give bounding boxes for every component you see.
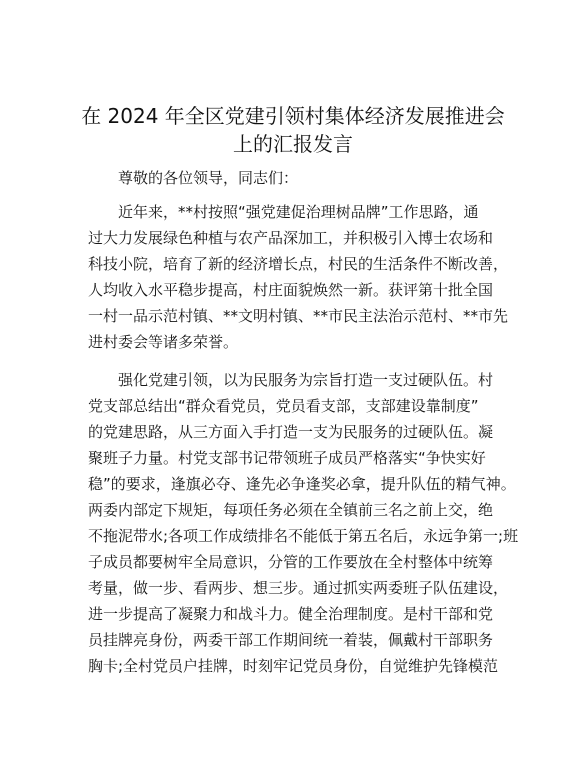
paragraph-2-line: 不拖泥带水;各项工作成绩排名不能低于第五名后，永远争第一;班 <box>88 527 519 545</box>
paragraph-2-line: 员挂牌亮身份，两委干部工作期间统一着装，佩戴村干部职务 <box>88 631 494 649</box>
paragraph-2-line: 胸卡;全村党员户挂牌，时刻牢记党员身份，自觉维护先锋模范 <box>88 657 499 675</box>
document-title-line-1: 在 2024 年全区党建引领村集体经济发展推进会 <box>81 104 505 128</box>
paragraph-2-line: 两委内部定下规矩，每项任务必须在全镇前三名之前上交，绝 <box>88 501 494 519</box>
paragraph-1-line: 过大力发展绿色种植与农产品深加工，并积极引入博士农场和 <box>88 229 494 247</box>
paragraph-1-line: 一村一品示范村镇、**文明村镇、**市民主法治示范村、**市先 <box>88 307 509 325</box>
paragraph-2-line: 强化党建引领，以为民服务为宗旨打造一支过硬队伍。村 <box>118 371 494 389</box>
document-title-line-2: 上的汇报发言 <box>233 132 353 156</box>
paragraph-1-line: 进村委会等诸多荣誉。 <box>88 333 239 351</box>
paragraph-1-line: 科技小院，培育了新的经济增长点，村民的生活条件不断改善， <box>88 255 509 273</box>
paragraph-2-line: 子成员都要树牢全局意识，分管的工作要放在全村整体中统筹 <box>88 553 494 571</box>
paragraph-2-line: 的党建思路，从三方面入手打造一支为民服务的过硬队伍。凝 <box>88 423 494 441</box>
paragraph-2-line: 进一步提高了凝聚力和战斗力。健全治理制度。是村干部和党 <box>88 605 494 623</box>
paragraph-1-line: 近年来，**村按照“强党建促治理树品牌”工作思路，通 <box>118 203 479 221</box>
paragraph-2-line: 考量，做一步、看两步、想三步。通过抓实两委班子队伍建设， <box>88 579 509 597</box>
paragraph-2-line: 聚班子力量。村党支部书记带领班子成员严格落实“争快实好 <box>88 449 486 467</box>
paragraph-1-line: 人均收入水平稳步提高，村庄面貌焕然一新。获评第十批全国 <box>88 281 494 299</box>
paragraph-2-line: 党支部总结出“群众看党员，党员看支部，支部建设靠制度” <box>88 397 479 415</box>
salutation: 尊敬的各位领导，同志们： <box>118 169 299 187</box>
paragraph-2-line: 稳”的要求，逢旗必夺、逢先必争逢奖必拿，提升队伍的精气神。 <box>88 475 516 493</box>
